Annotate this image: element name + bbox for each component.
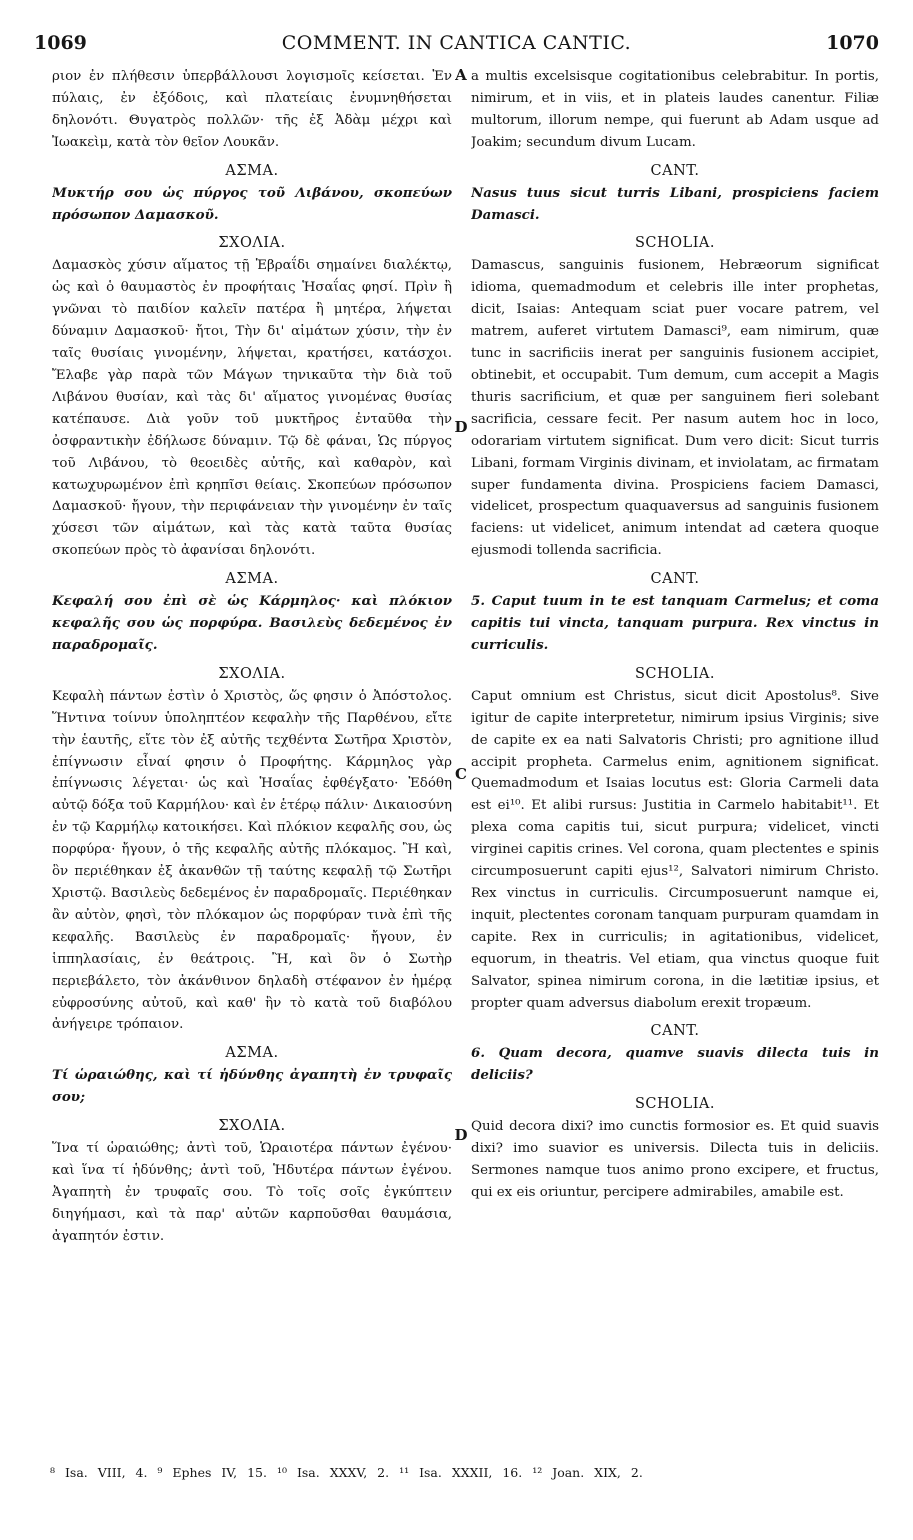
latin-column (471, 66, 879, 1446)
latin-heading-scholia-1: SCHOLIA. (635, 235, 715, 252)
greek-column (52, 66, 452, 1446)
latin-heading-cant-1: CANT. (650, 162, 700, 179)
greek-heading-scholia-3: ΣΧΟΛΙΑ. (218, 1118, 286, 1135)
latin-paragraph-2: Damascus, sanguinis fusionem, Hebræorum significat idioma, quemadmodum et celebris ille inter prophetas, dicit, Isaias: Antequam sciat puer vocare patrem, vel matrem, auferet virtutem Damasci⁹, eam nimirum, quæ tunc in sacrificiis inerat per sanguinis fusionem accipiet, obtinebit, et occupabit. Tum demum, cum accepit a Magis thuris sacrificium, et quæ per sanguinem fieri solebant sacrificia, cessare fecit. Per nasum autem hoc in loco, odorariam virtutem significat. Dum vero dicit: Sicut turris Libani, formam Virginis divinam, et inviolatam, ac firmatam super fundamenta divina. Prospiciens faciem Damasci, videlicet, prospectum quaquaversus ad sanguinis fusionem faciens: ut videlicet, animum intendat ad cætera quoque ejusmodi tollenda sacrificia. (471, 258, 879, 559)
greek-paragraph-2: Δαμασκὸς χύσιν αἵματος τῇ Ἑβραΐδι σημαίνει διαλέκτῳ, ὡς καὶ ὁ θαυμαστὸς ἐν προφήταις Ἡσαΐας φησί. Πρὶν ἢ γνῶναι τὸ παιδίον καλεῖν πατέρα ἢ μητέρα, λήψεται δύναμιν Δαμασκοῦ· ἤτοι, Τὴν δι' αἱμάτων χύσιν, τὴν ἐν ταῖς θυσίαις γινομένην, λήψεται, κρατήσει, κατάσχοι. Ἔλαβε γὰρ παρὰ τῶν Μάγων τηνικαῦτα τὴν διὰ τοῦ Λιβάνου θυσίαν, καὶ τὰς δι' αἵματος γινομένας θυσίας κατέπαυσε. Διὰ γοῦν τοῦ μυκτῆρος ἐνταῦθα τὴν ὀσφραντικὴν ἐδήλωσε δύναμιν. Τῷ δὲ φάναι, Ὡς πύργος τοῦ Λιβάνου, τὸ θεοειδὲς αὐτῆς, καὶ καθαρὸν, καὶ κατωχυρωμένον ἐπὶ κρηπῖσι θείαις. Σκοπεύων πρόσωπον Δαμασκοῦ· ἤγουν, τὴν περιφάνειαν τὴν γινομένην ἐν ταῖς χύσεσι τῶν αἱμάτων, καὶ τὰς κατὰ ταῦτα θυσίας σκοπεύων πρὸς τὸ ἀφανίσαι δηλονότι. (52, 258, 452, 559)
greek-lemma-3: Τί ὡραιώθης, καὶ τί ἡδύνθης ἀγαπητὴ ἐν τρυφαῖς σου; (52, 1067, 452, 1106)
latin-heading-cant-3: CANT. (650, 1023, 700, 1040)
latin-lemma-3: 6. Quam decora, quamve suavis dilecta tuis in deliciis? (471, 1045, 879, 1084)
greek-heading-asma-1: ΑΣΜΑ. (225, 162, 279, 179)
latin-lemma-2: 5. Caput tuum in te est tanquam Carmelus; et coma capitis tui vincta, tanquam purpura. Rex vinctus in curriculis. (471, 593, 879, 653)
greek-paragraph-3: Κεφαλὴ πάντων ἐστὶν ὁ Χριστὸς, ὥς φησιν ὁ Ἀπόστολος. Ἥντινα τοίνυν ὑποληπτέον κεφαλὴν τῆς Παρθένου, εἴτε τὴν ἑαυτῆς, εἴτε τὸν ἐξ αὐτῆς τεχθέντα Σωτῆρα Χριστὸν, ἐπίγνωσιν εἶναί φησιν ὁ Προφήτης. Κάρμηλος γὰρ ἐπίγνωσις λέγεται· ὡς καὶ Ἡσαΐας ἐφθέγξατο· Ἐδόθη αὐτῷ δόξα τοῦ Καρμήλου· καὶ ἐν ἑτέρῳ πάλιν· Δικαιοσύνη ἐν τῷ Καρμήλῳ κατοικήσει. Καὶ πλόκιον κεφαλῆς σου, ὡς πορφύρα· ἤγουν, ὁ τῆς κεφαλῆς αὐτῆς πλόκαμος. Ἢ καὶ, ὃν περιέθηκαν ἐξ ἀκανθῶν τῇ ταύτης κεφαλῇ τῷ Σωτῆρι Χριστῷ. Βασιλεὺς δεδεμένος ἐν παραδρομαῖς. Περιέθηκαν ἂν αὐτὸν, φησὶ, τὸν πλόκαμον ὡς πορφύραν τινὰ ἐπὶ τῆς κεφαλῆς. Βασιλεὺς ἐν παραδρομαῖς· ἤγουν, ἐν ἱππηλασίαις, ἐν θεάτροις. Ἢ, καὶ ὃν ὁ Σωτὴρ περιεβάλετο, τὸν ἀκάνθινον δηλαδὴ στέφανον ἐν ἡμέρᾳ εὐφροσύνης αὐτοῦ, καὶ καθ' ἣν τὸ κατὰ τοῦ διαβόλου ἀνήγειρε τρόπαιον. (52, 688, 452, 1033)
latin-paragraph-1: a multis excelsisque cogitationibus celebrabitur. In portis, nimirum, et in viis, et in plateis laudes canentur. Filiæ multorum, illorum nempe, qui fuerunt ab Adam usque ad Joakim; secundum divum Lucam. (471, 69, 879, 150)
greek-lemma-1: Μυκτήρ σου ὡς πύργος τοῦ Λιβάνου, σκοπεύων πρόσωπον Δαμασκοῦ. (52, 184, 452, 223)
latin-heading-cant-2: CANT. (650, 571, 700, 588)
page-header (34, 32, 879, 58)
gutter-letter-b: D (454, 418, 468, 436)
greek-heading-scholia-2: ΣΧΟΛΙΑ. (218, 665, 286, 682)
footnotes: ⁸ Isa. VIII, 4. ⁹ Ephes IV, 15. ¹⁰ Isa. XXXV, 2. ¹¹ Isa. XXXII, 16. ¹² Joan. XIX, 2. (50, 1465, 643, 1480)
page-number-left: 1069 (34, 32, 87, 54)
running-title: COMMENT. IN CANTICA CANTIC. (281, 32, 632, 54)
gutter-letter-d: D (454, 1126, 468, 1144)
latin-heading-scholia-3: SCHOLIA. (635, 1096, 715, 1113)
greek-paragraph-4: Ἵνα τί ὡραιώθης; ἀντὶ τοῦ, Ὡραιοτέρα πάντων ἐγένου· καὶ ἵνα τί ἡδύνθης; ἀντὶ τοῦ, Ἡδυτέρα πάντων ἐγένου. Ἀγαπητὴ ἐν τρυφαῖς σου. Τὸ τοῖς σοῖς ἐγκύπτειν διηγήμασι, καὶ τὰ παρ' αὐτῶν καρποῦσθαι θαυμάσια, ἀγαπητόν ἐστιν. (52, 1141, 452, 1244)
greek-lemma-2: Κεφαλή σου ἐπὶ σὲ ὡς Κάρμηλος· καὶ πλόκιον κεφαλῆς σου ὡς πορφύρα. Βασιλεὺς δεδεμένος ἐν παραδρομαῖς. (52, 593, 452, 653)
latin-lemma-1: Nasus tuus sicut turris Libani, prospiciens faciem Damasci. (471, 184, 879, 223)
page-number-right: 1070 (826, 32, 879, 54)
latin-paragraph-3: Caput omnium est Christus, sicut dicit Apostolus⁸. Sive igitur de capite interpretetur, nimirum ipsius Virginis; sive de capite ex ea nati Salvatoris Christi; pro agnitione illud accipit propheta. Carmelus enim, agnitionem significat. Quemadmodum et Isaias locutus est: Gloria Carmeli data est ei¹⁰. Et alibi rursus: Justitia in Carmelo habitabit¹¹. Et plexa coma capitis tui, sicut purpura; videlicet, vincti virginei capitis crines. Vel corona, quam plectentes e spinis circumposuerunt capiti ejus¹², Salvatori nimirum Christo. Rex vinctus in curriculis. Circumposuerunt namque ei, inquit, plectentes coronam tanquam purpuram quamdam in capite. Rex in curriculis; in agitationibus, videlicet, equorum, in theatris. Vel etiam, qua vinctus quoque fuit Salvator, spinea nimirum corona, in die lætitiæ ipsius, et propter quam adversus diabolum erexit tropæum. (471, 688, 879, 1011)
greek-heading-asma-2: ΑΣΜΑ. (225, 571, 279, 588)
greek-paragraph-1: ριον ἐν πλήθεσιν ὑπερβάλλουσι λογισμοῖς κείσεται. Ἐν πύλαις, ἐν ἐξόδοις, καὶ πλατείαις ἐνυμνηθήσεται δηλονότι. Θυγατρὸς πολλῶν· τῆς ἐξ Ἀδὰμ μέχρι καὶ Ἰωακεὶμ, κατὰ τὸν θεῖον Λουκᾶν. (52, 69, 452, 150)
latin-paragraph-4: Quid decora dixi? imo cunctis formosior es. Et quid suavis dixi? imo suavior es universis. Dilecta tuis in deliciis. Sermones namque tuos animo prono excipere, et fructus, qui ex eis oriuntur, percipere admirabiles, amabile est. (471, 1119, 879, 1200)
greek-heading-scholia-1: ΣΧΟΛΙΑ. (218, 235, 286, 252)
gutter-letter-a: A (455, 66, 467, 84)
gutter-letter-c: C (455, 765, 467, 783)
greek-heading-asma-3: ΑΣΜΑ. (225, 1045, 279, 1062)
latin-heading-scholia-2: SCHOLIA. (635, 665, 715, 682)
